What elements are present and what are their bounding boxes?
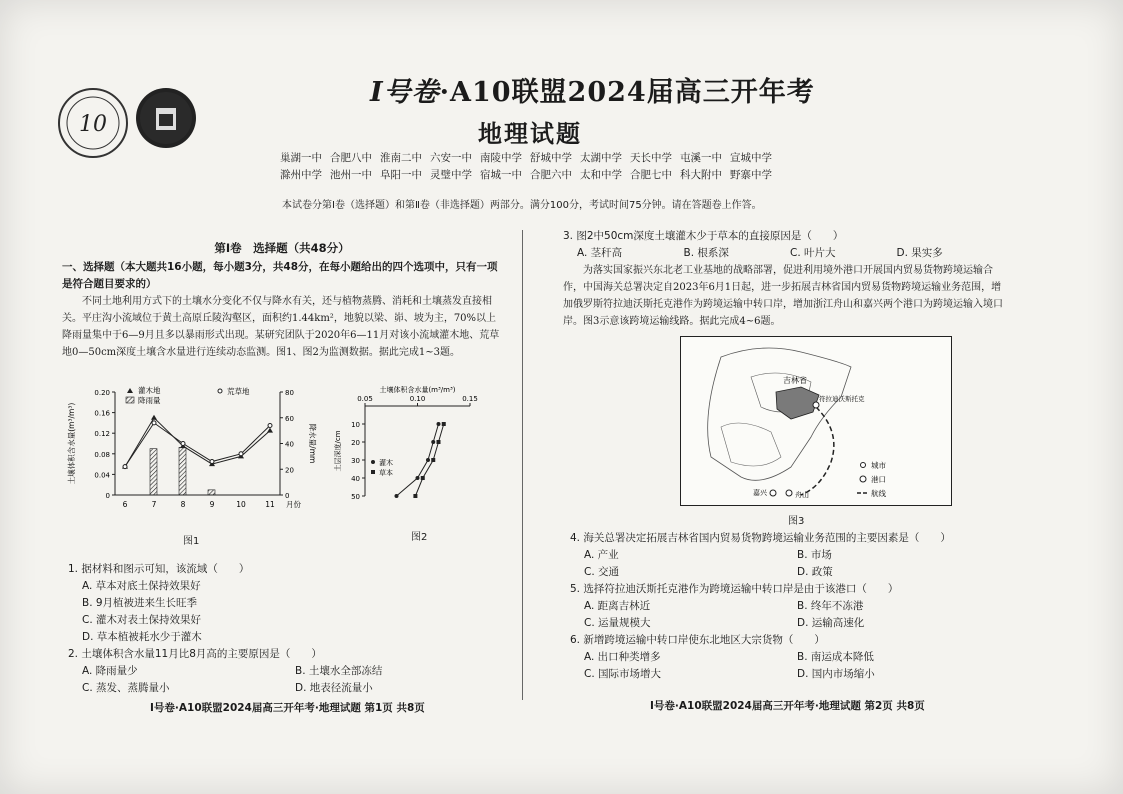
series-grass-point-1 — [152, 421, 156, 425]
legend-grass-label: 荒草地 — [227, 387, 250, 396]
map-label-zhoushan: 舟山 — [795, 491, 809, 499]
q3-options — [563, 245, 1003, 262]
question-2: 2. 土壤体积含水量11月比8月高的主要原因是（ ） — [68, 648, 322, 660]
q4-option-b[interactable]: B. 市场 — [797, 549, 832, 561]
y-tick-label-3: 0.12 — [94, 430, 110, 439]
q5-option-d[interactable]: D. 运输高速化 — [797, 617, 865, 629]
chart2-series-1-point-3 — [421, 476, 425, 480]
x-axis-label: 月份 — [286, 500, 301, 509]
school-a-7: 天长中学 — [630, 152, 672, 164]
figure-3-map — [680, 336, 952, 506]
figure-2 — [330, 384, 490, 518]
q3-option-c[interactable]: C. 叶片大 — [790, 247, 836, 259]
chart2-y-tick-label-0: 10 — [351, 421, 360, 429]
jiaxing-city — [770, 490, 776, 496]
q3-option-d[interactable]: D. 果实多 — [896, 247, 943, 259]
legend-rain-marker — [126, 397, 134, 403]
legend-city: 城市 — [871, 461, 886, 470]
legend-shrub-label: 灌木地 — [138, 386, 161, 395]
chart2-series-1-point-4 — [413, 494, 417, 498]
y-axis-label: 土壤体积含水量(m³/m³) — [67, 402, 76, 485]
footer-page-2: Ⅰ号卷·A10联盟2024届高三开年考·地理试题 第2页 共8页 — [650, 700, 925, 712]
chart2-x-tick-label-1: 0.10 — [409, 395, 426, 403]
left-questions — [68, 561, 508, 697]
logo-group — [58, 88, 196, 158]
school-a-9: 宣城中学 — [730, 152, 772, 164]
school-b-5: 合肥六中 — [530, 169, 572, 181]
q2-options — [68, 663, 508, 697]
chart2-series-0-point-2 — [426, 458, 430, 462]
figure-2-caption: 图2 — [411, 532, 428, 543]
x-tick-label-2: 8 — [180, 500, 186, 509]
section-title: 第Ⅰ卷 选择题（共48分） — [214, 241, 350, 255]
y2-tick-label-4: 80 — [285, 389, 294, 397]
school-a-5: 舒城中学 — [530, 152, 572, 164]
q6-option-d[interactable]: D. 国内市场缩小 — [797, 668, 875, 680]
y-tick-label-4: 0.16 — [94, 409, 110, 418]
q2-option-a[interactable]: A. 降雨量少 — [82, 665, 138, 677]
figure-1 — [60, 380, 320, 534]
y2-tick-label-3: 60 — [285, 414, 294, 423]
school-b-4: 宿城一中 — [480, 169, 522, 181]
school-a-8: 屯溪一中 — [680, 152, 722, 164]
q1-option-b[interactable]: B. 9月植被进来生长旺季 — [82, 597, 198, 609]
q4-option-c[interactable]: C. 交通 — [584, 566, 620, 578]
legend-grass-marker — [218, 389, 222, 393]
exam-title — [370, 70, 815, 109]
chart2-y-tick-label-2: 30 — [351, 457, 360, 465]
exam-notice: 本试卷分第Ⅰ卷（选择题）和第Ⅱ卷（非选择题）两部分。满分100分，考试时间75分钟。请在答题卷上作答。 — [282, 200, 762, 211]
q2-option-d[interactable]: D. 地表径流量小 — [295, 682, 373, 694]
right-questions — [570, 530, 1010, 683]
title-text: ·A10联盟2024届高三开年考 — [439, 77, 815, 108]
chart2-series-1-point-0 — [442, 422, 446, 426]
chart2-legend-grass: 草本 — [379, 469, 393, 477]
legend-port: 港口 — [871, 475, 886, 484]
q1-option-d[interactable]: D. 草本植被耗水少于灌木 — [82, 631, 202, 643]
chart2-y-tick-label-4: 50 — [351, 493, 360, 501]
series-grass-point-5 — [268, 423, 272, 427]
passage-1: 不同土地利用方式下的土壤水分变化不仅与降水有关，还与植物蒸腾、消耗和土壤蒸发直接相关。平庄沟小流域位于黄土高原丘陵沟壑区，面积约1.44km²，地貌以梁、峁、坡为主，70%以上降雨量集中于6—9月且多以暴雨形式出现。某研究团队于2020年6—11月对该小流域灌木地、荒草地0—50cm深度土壤含水量进行连续动态监测。图1、图2为监测数据。据此完成1~3题。 — [62, 296, 500, 358]
chart2-series-0-point-0 — [437, 422, 441, 426]
chart2-series-1-point-2 — [431, 458, 435, 462]
legend-route: 航线 — [871, 489, 886, 498]
x-tick-label-0: 6 — [122, 500, 128, 509]
chart2-x-tick-label-0: 0.05 — [357, 395, 373, 403]
legend-shrub-marker — [127, 388, 133, 393]
chart2-series-0-point-4 — [395, 494, 399, 498]
q5-option-a[interactable]: A. 距离吉林近 — [584, 600, 651, 612]
chart2-x-tick-label-2: 0.15 — [462, 395, 478, 403]
chart2-legend-shrub-marker — [371, 460, 375, 464]
school-line-2 — [280, 167, 800, 184]
exam-subject: 地理试题 — [478, 119, 582, 148]
series-grass-point-3 — [210, 460, 214, 464]
school-b-1: 池州一中 — [330, 169, 372, 181]
column-divider — [522, 230, 523, 700]
school-list — [280, 150, 800, 184]
svg-text:10: 10 — [79, 112, 107, 137]
y2-axis-label: 降水量/mm — [308, 423, 317, 464]
school-a-3: 六安一中 — [430, 152, 472, 164]
series-shrub-point-1 — [151, 415, 157, 420]
q6-option-b[interactable]: B. 南运成本降低 — [797, 651, 874, 663]
chart2-series-0-point-3 — [416, 476, 420, 480]
series-grass-point-0 — [123, 465, 127, 469]
series-grass-point-2 — [181, 442, 185, 446]
x-tick-label-4: 10 — [236, 500, 246, 509]
q5-option-c[interactable]: C. 运量规模大 — [584, 617, 651, 629]
jilin-region — [776, 387, 819, 419]
x-tick-label-5: 11 — [265, 500, 275, 509]
chart2-y-tick-label-3: 40 — [351, 475, 360, 483]
q5-option-b[interactable]: B. 终年不冻港 — [797, 600, 864, 612]
y-tick-label-5: 0.20 — [94, 389, 110, 397]
figure-3-caption: 图3 — [788, 516, 805, 527]
school-b-2: 阜阳一中 — [380, 169, 422, 181]
school-b-8: 科大附中 — [680, 169, 722, 181]
q3-option-a[interactable]: A. 茎秆高 — [577, 247, 623, 259]
zhoushan-port — [786, 490, 792, 496]
chart2-series-1-point-1 — [437, 440, 441, 444]
chart2-y-tick-label-1: 20 — [351, 439, 360, 447]
right-column — [563, 228, 1003, 330]
q6-option-c[interactable]: C. 国际市场增大 — [584, 668, 662, 680]
map-label-jiaxing: 嘉兴 — [753, 489, 767, 497]
school-b-7: 合肥七中 — [630, 169, 672, 181]
chart2-legend-shrub: 灌木 — [379, 459, 393, 467]
q1-option-c[interactable]: C. 灌木对表土保持效果好 — [82, 614, 202, 626]
school-a-2: 淮南二中 — [380, 152, 422, 164]
chart2-title: 土壤体积含水量(m³/m³) — [379, 386, 456, 394]
q5-options — [570, 598, 1010, 632]
legend-rain-label: 降雨量 — [138, 396, 161, 405]
rain-bar-2 — [179, 447, 186, 495]
y2-tick-label-1: 20 — [285, 466, 294, 475]
question-6: 6. 新增跨境运输中转口岸使东北地区大宗货物（ ） — [570, 634, 825, 646]
series-shrub-point-5 — [267, 428, 273, 433]
figure-1-caption: 图1 — [183, 536, 200, 547]
rain-bar-3 — [208, 490, 215, 495]
y2-tick-label-2: 40 — [285, 440, 294, 449]
school-a-1: 合肥八中 — [330, 152, 372, 164]
y2-tick-label-0: 0 — [285, 492, 290, 500]
school-b-6: 太和中学 — [580, 169, 622, 181]
y-tick-label-1: 0.04 — [94, 471, 110, 480]
x-tick-label-3: 9 — [209, 500, 215, 509]
school-b-0: 滁州中学 — [280, 169, 322, 181]
x-tick-label-1: 7 — [151, 500, 157, 509]
question-3: 3. 图2中50cm深度土壤灌木少于草本的直接原因是（ ） — [563, 230, 844, 242]
q3-option-b[interactable]: B. 根系深 — [683, 247, 729, 259]
y-tick-label-2: 0.08 — [94, 450, 110, 459]
series-shrub-line — [125, 418, 270, 467]
y-tick-label-0: 0 — [105, 492, 110, 500]
q1-options — [68, 578, 508, 646]
q1-option-a[interactable]: A. 草本对底土保持效果好 — [82, 580, 201, 592]
q6-option-a[interactable]: A. 出口种类增多 — [584, 651, 661, 663]
chart-2-svg — [330, 384, 490, 514]
school-a-6: 太湖中学 — [580, 152, 622, 164]
question-4: 4. 海关总署决定拓展吉林省国内贸易货物跨境运输业务范围的主要因素是（ ） — [570, 532, 951, 544]
school-a-0: 巢湖一中 — [280, 152, 322, 164]
series-grass-point-4 — [239, 452, 243, 456]
q4-option-a[interactable]: A. 产业 — [584, 549, 619, 561]
question-1: 1. 据材料和图示可知，该流域（ ） — [68, 563, 250, 575]
q4-options — [570, 547, 1010, 581]
rain-bar-1 — [150, 449, 157, 495]
map-svg — [681, 337, 951, 505]
q2-option-c[interactable]: C. 蒸发、蒸腾量小 — [82, 682, 170, 694]
school-b-9: 野寨中学 — [730, 169, 772, 181]
q2-option-b[interactable]: B. 土壤水全部冻结 — [295, 665, 383, 677]
question-5: 5. 选择符拉迪沃斯托克港作为跨境运输中转口岸是由于该港口（ ） — [570, 583, 899, 595]
wanzhi-logo — [136, 88, 196, 148]
brand-mark: Ⅰ号卷 — [370, 77, 440, 108]
q6-options — [570, 649, 1010, 683]
instruction: 一、选择题（本大题共16小题，每小题3分，共48分，在每小题给出的四个选项中，只有一项是符合题目要求的） — [62, 261, 498, 290]
chart2-series-0-point-1 — [431, 440, 435, 444]
school-b-3: 灵璧中学 — [430, 169, 472, 181]
school-a-4: 南陵中学 — [480, 152, 522, 164]
map-label-jilin: 吉林省 — [783, 376, 807, 385]
q4-option-d[interactable]: D. 政策 — [797, 566, 833, 578]
shipping-route — [801, 407, 834, 495]
left-column — [62, 240, 502, 361]
alliance-logo — [58, 88, 128, 158]
passage-2: 为落实国家振兴东北老工业基地的战略部署，促进利用境外港口开展国内贸易货物跨境运输合作，中国海关总署决定自2023年6月1日起，进一步拓展吉林省国内贸易货物跨境运输业务范围，增加俄罗斯符拉迪沃斯托克港作为跨境运输中转口岸，增加浙江舟山和嘉兴两个港口为跨境运输入境口岸。图3示意该跨境运输线路。据此完成4~6题。 — [563, 265, 1003, 327]
footer-page-1: Ⅰ号卷·A10联盟2024届高三开年考·地理试题 第1页 共8页 — [150, 702, 425, 714]
map-label-vlad: 符拉迪沃斯托克 — [819, 395, 865, 403]
school-line-1 — [280, 150, 800, 167]
chart2-legend-grass-marker — [371, 470, 375, 474]
chart2-y-label: 土层深度/cm — [334, 430, 342, 472]
chart-1-svg — [60, 380, 320, 530]
